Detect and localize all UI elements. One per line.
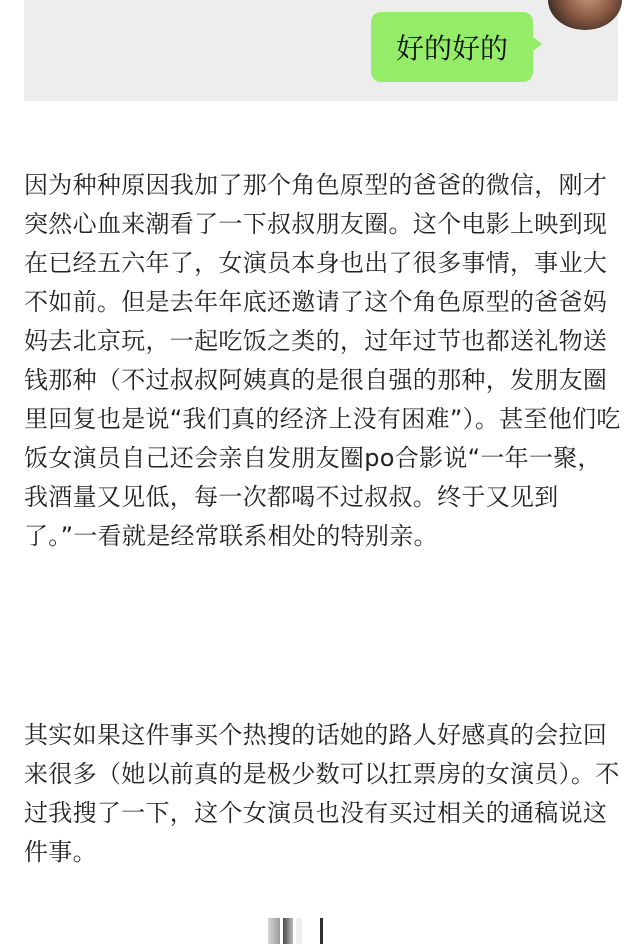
chat-message-text: 好的好的 (395, 32, 508, 65)
post-paragraph-2: 其实如果这件事买个热搜的话她的路人好感真的会拉回来很多（她以前真的是极少数可以扛票房的女演员）。不过我搜了一下，这个女演员也没有买过相关的通稿说这件事。 (24, 721, 620, 866)
image-fragment (268, 918, 280, 944)
image-fragment (320, 918, 323, 944)
bottom-image-fragment (0, 914, 640, 948)
image-fragment (296, 918, 302, 944)
image-fragment (283, 918, 293, 944)
post-paragraph-1: 因为种种原因我加了那个角色原型的爸爸的微信，刚才突然心血来潮看了一下叔叔朋友圈。这个电影上映到现在已经五六年了，女演员本身也出了很多事情，事业大不如前。但是去年年底还邀请了这个角色原型的爸爸妈妈去北京玩，一起吃饭之类的，过年过节也都送礼物送钱那种（不过叔叔阿姨真的是很自强的那种，发朋友圈里回复也是说“我们真的经济上没有困难”）。甚至他们吃饭女演员自己还会亲自发朋友圈po合影说“一年一聚，我酒量又见低，每一次都喝不过叔叔。终于又见到了。”一看就是经常联系相处的特别亲。 (24, 171, 621, 550)
chat-message-bubble[interactable] (371, 12, 533, 82)
chat-screenshot-strip (24, 0, 618, 101)
avatar[interactable] (548, 0, 622, 30)
